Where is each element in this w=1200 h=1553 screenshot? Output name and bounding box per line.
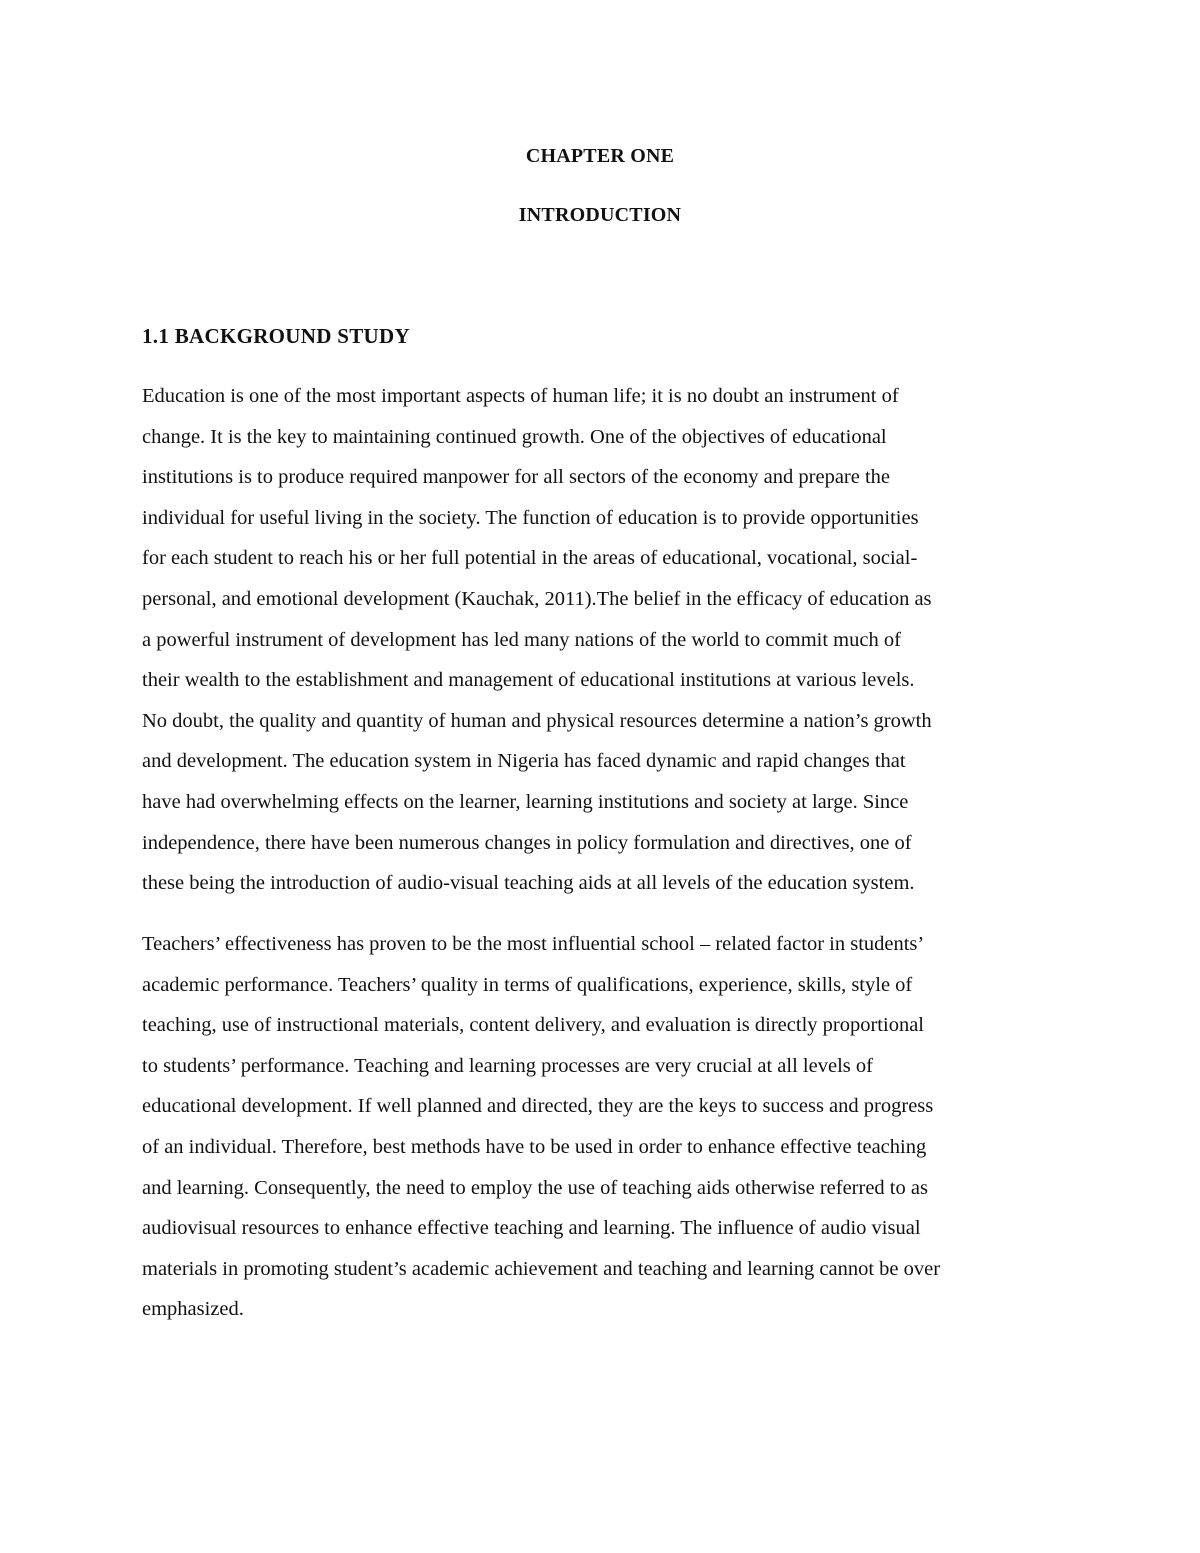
paragraph-line: teaching, use of instructional materials, content delivery, and evaluation is directly proportional xyxy=(142,1014,924,1037)
paragraph-line: have had overwhelming effects on the learner, learning institutions and society at large. Since xyxy=(142,790,909,813)
paragraph-line: these being the introduction of audio-visual teaching aids at all levels of the education system. xyxy=(142,872,915,895)
paragraph-line: and learning. Consequently, the need to employ the use of teaching aids otherwise referred to as xyxy=(142,1176,928,1199)
paragraph-line: audiovisual resources to enhance effective teaching and learning. The influence of audio visual xyxy=(142,1217,921,1240)
paragraph-line: and development. The education system in Nigeria has faced dynamic and rapid changes that xyxy=(142,750,906,773)
paragraph-line: emphasized. xyxy=(142,1298,244,1321)
paragraph-line: institutions is to produce required manpower for all sectors of the economy and prepare the xyxy=(142,466,891,489)
paragraph-line: for each student to reach his or her full potential in the areas of educational, vocational, social- xyxy=(142,547,918,570)
paragraph-line: a powerful instrument of development has led many nations of the world to commit much of xyxy=(142,628,901,651)
paragraph-line: educational development. If well planned and directed, they are the keys to success and progress xyxy=(142,1095,934,1118)
paragraph-line: change. It is the key to maintaining continued growth. One of the objectives of educational xyxy=(142,425,887,448)
paragraph-line: Education is one of the most important aspects of human life; it is no doubt an instrument of xyxy=(142,385,899,407)
paragraph-line: materials in promoting student’s academic achievement and teaching and learning cannot be over xyxy=(142,1257,941,1280)
section-title: INTRODUCTION xyxy=(518,204,682,226)
paragraph-teachers xyxy=(142,924,1072,1330)
subsection-heading: 1.1 BACKGROUND STUDY xyxy=(142,324,410,348)
paragraph-line: of an individual. Therefore, best methods have to be used in order to enhance effective teaching xyxy=(142,1135,927,1158)
paragraph-line: Teachers’ effectiveness has proven to be the most influential school – related factor in students’ xyxy=(142,933,925,955)
paragraph-background xyxy=(142,376,1072,904)
paragraph-line: to students’ performance. Teaching and learning processes are very crucial at all levels of xyxy=(142,1054,873,1077)
paragraph-line: academic performance. Teachers’ quality in terms of qualifications, experience, skills, style of xyxy=(142,973,913,996)
paragraph-line: independence, there have been numerous changes in policy formulation and directives, one of xyxy=(142,831,912,854)
paragraph-line: No doubt, the quality and quantity of human and physical resources determine a nation’s growth xyxy=(142,709,932,732)
paragraph-line: personal, and emotional development (Kauchak, 2011).The belief in the efficacy of education as xyxy=(142,587,932,610)
paragraph-line: their wealth to the establishment and management of educational institutions at various levels. xyxy=(142,669,915,692)
paragraph-line: individual for useful living in the society. The function of education is to provide opportunities xyxy=(142,506,919,529)
chapter-title: CHAPTER ONE xyxy=(525,145,675,167)
